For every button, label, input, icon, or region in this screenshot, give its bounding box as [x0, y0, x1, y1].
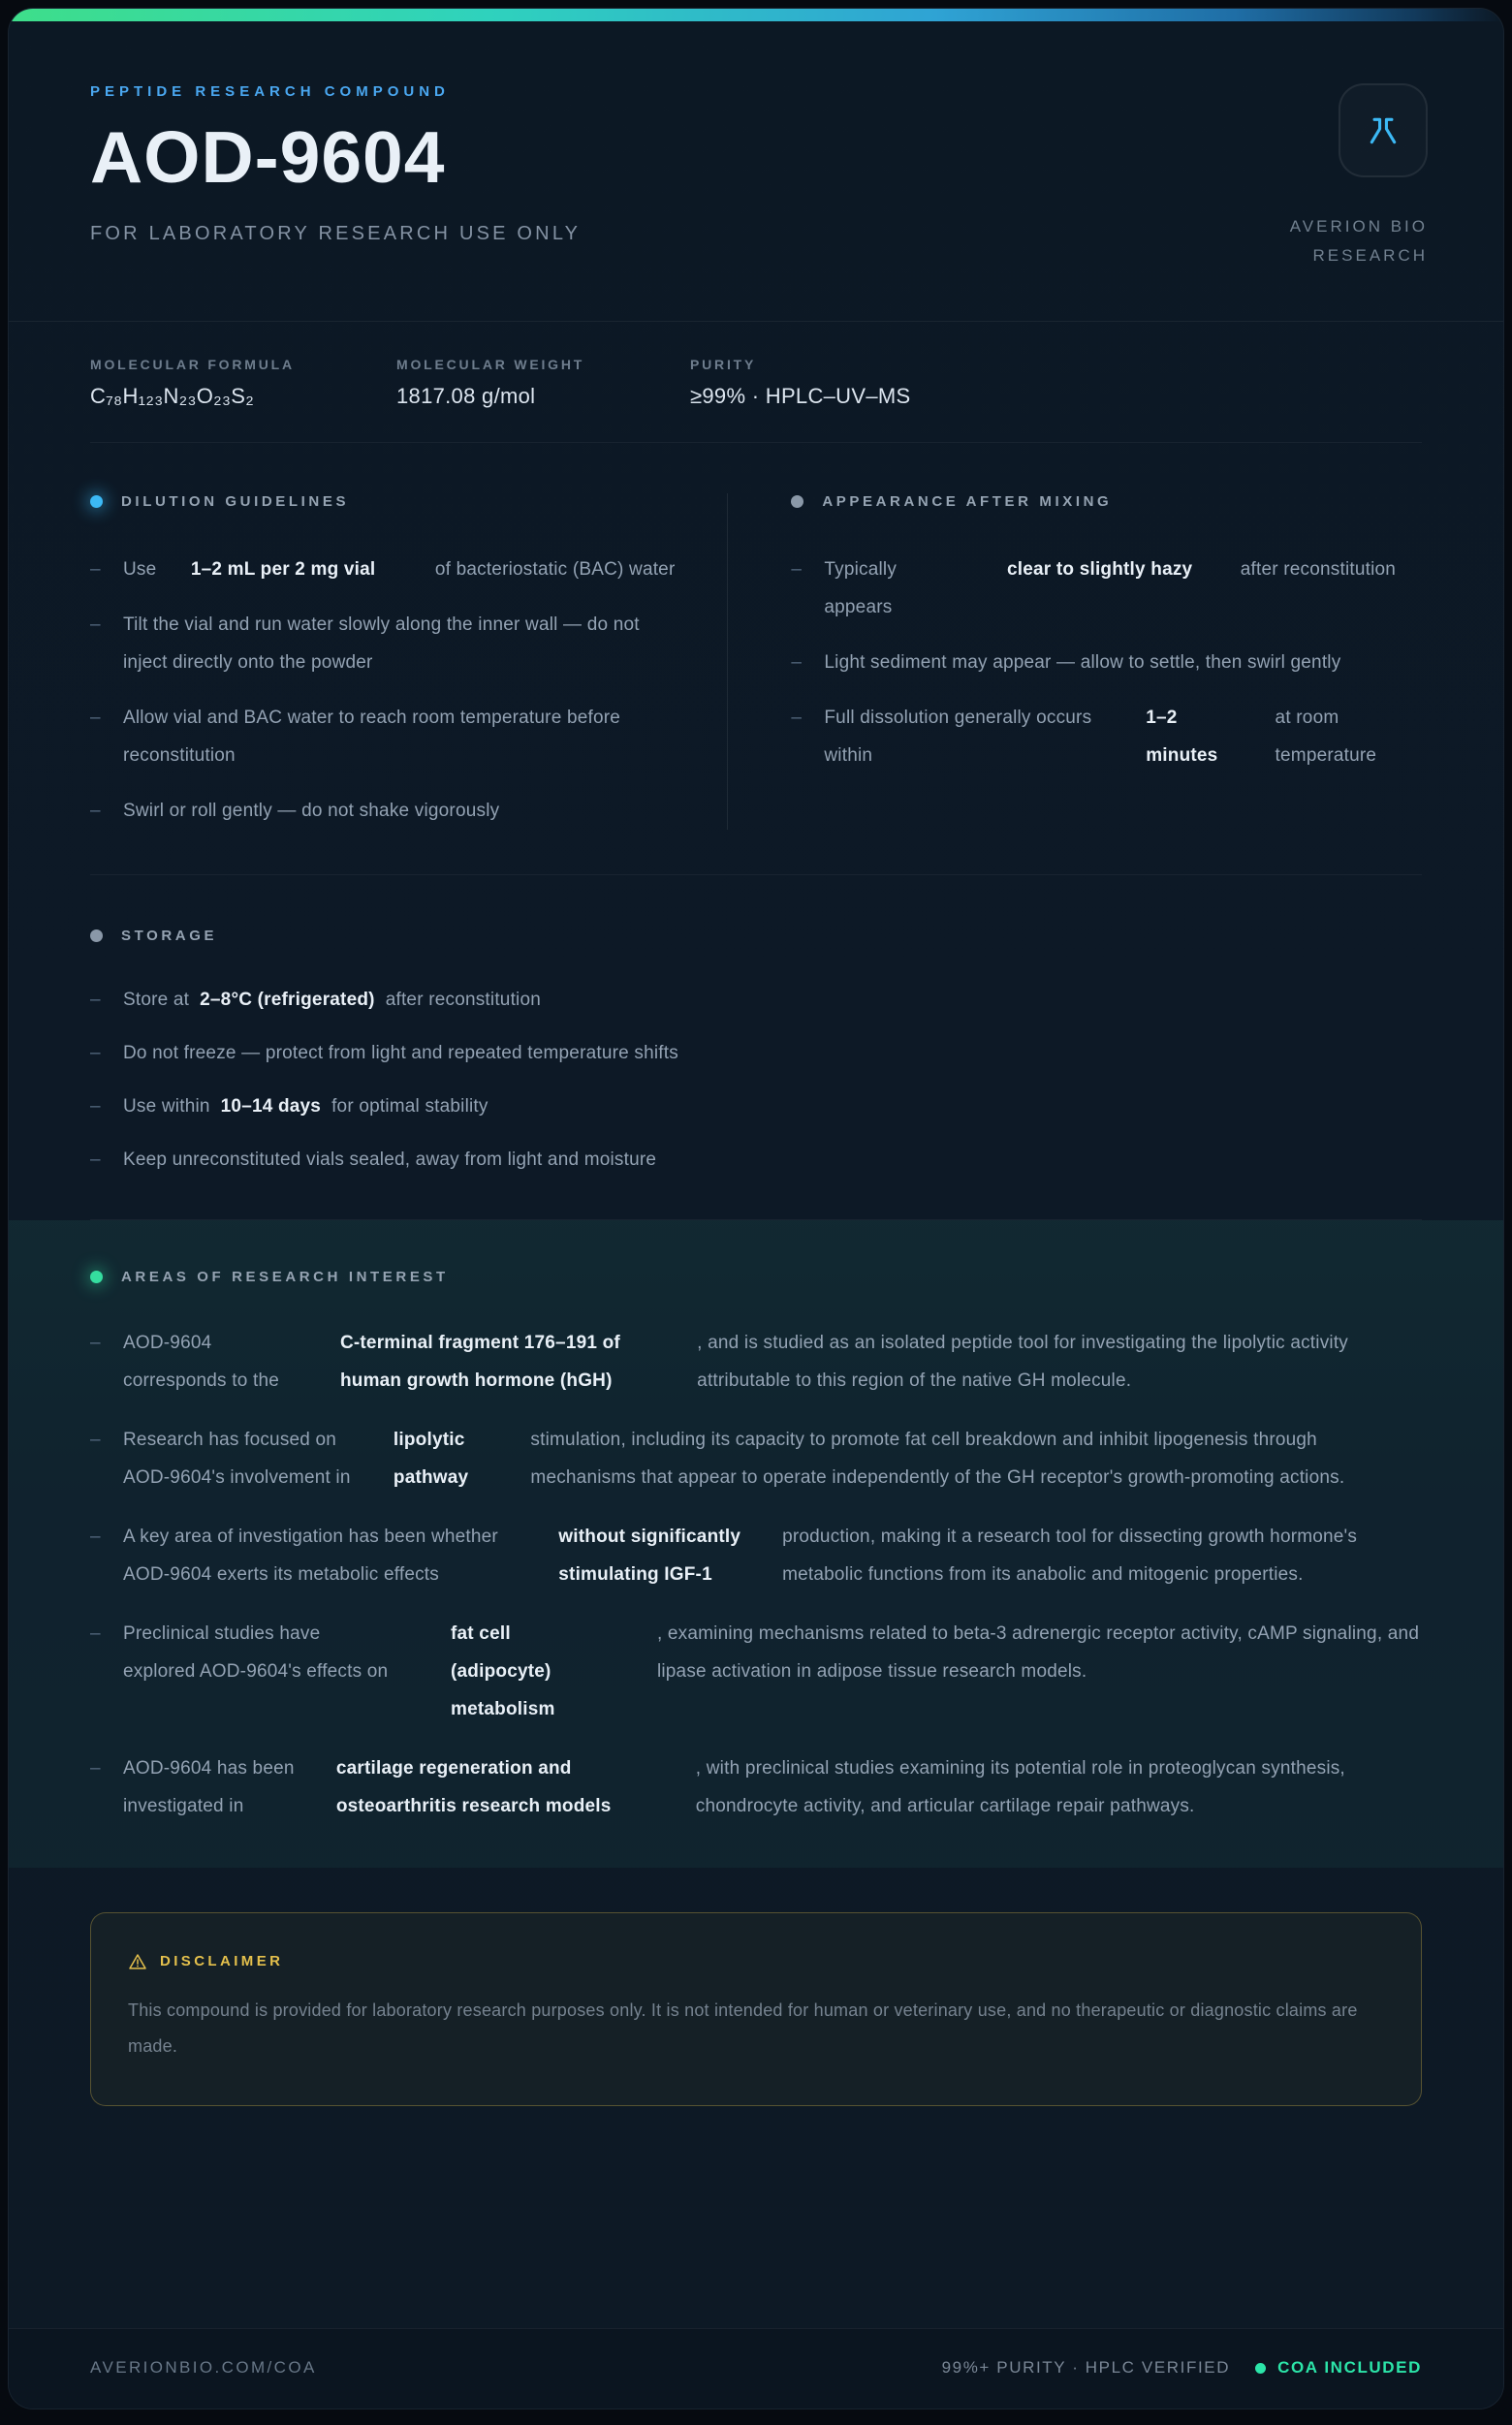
item-text: A key area of investigation has been whether AOD-9604 exerts its metabolic effects: [123, 1526, 498, 1585]
accent-gradient-bar: [9, 9, 1503, 21]
list-item: [90, 1087, 1422, 1125]
item-highlight: clear to slightly hazy: [1007, 558, 1193, 580]
research-list: [90, 1324, 1422, 1825]
bullet-dash: –: [791, 558, 803, 580]
green-dot-icon: [1255, 2363, 1266, 2374]
stat-value: C₇₈H₁₂₃N₂₃O₂₃S₂: [90, 383, 255, 408]
research-use-subtitle: FOR LABORATORY RESEARCH USE ONLY: [90, 222, 582, 244]
item-text: after reconstitution: [1240, 558, 1397, 580]
item-text: Keep unreconstituted vials sealed, away from light and moisture: [123, 1149, 657, 1170]
list-item: [90, 551, 678, 588]
section-storage: [9, 875, 1503, 1219]
item-text: Light sediment may appear — allow to settle, then swirl gently: [824, 651, 1341, 673]
stat-purity: [690, 357, 1422, 409]
list-item: [90, 1034, 1422, 1072]
item-highlight: cartilage regeneration and osteoarthritis research models: [335, 1757, 612, 1816]
item-text: Allow vial and BAC water to reach room temperature before reconstitution: [123, 707, 621, 766]
item-highlight: 1–2 mL per 2 mg vial: [190, 558, 376, 580]
item-highlight: fat cell (adipocyte) metabolism: [451, 1622, 555, 1719]
bullet-dash: –: [791, 707, 803, 728]
gray-dot-icon: [791, 495, 803, 508]
flask-icon: [1362, 109, 1404, 153]
footer-purity-text: 99%+ PURITY · HPLC VERIFIED: [941, 2358, 1231, 2377]
item-text: AOD-9604 has been investigated in: [123, 1757, 295, 1816]
section-dilution: [90, 493, 727, 830]
disclaimer-title: DISCLAIMER: [160, 1953, 284, 1969]
stat-value: ≥99% · HPLC–UV–MS: [690, 383, 911, 408]
brand-line-2: RESEARCH: [1312, 245, 1428, 265]
brand-name: [1290, 212, 1428, 270]
list-item: [791, 699, 1422, 774]
item-text: Use within 10–14 days for optimal stability: [123, 1095, 488, 1117]
footer-right: [942, 2358, 1422, 2378]
stat-value: 1817.08 g/mol: [396, 383, 536, 408]
list-item: [791, 551, 1422, 626]
item-text: Tilt the vial and run water slowly along the inner wall — do not inject directly onto the powder: [123, 614, 640, 673]
item-text: , examining mechanisms related to beta-3 adrenergic receptor activity, cAMP signaling, and lipase activation in adipose tissue research models.: [656, 1622, 1420, 1682]
list-item: [90, 699, 678, 774]
item-text: , and is studied as an isolated peptide tool for investigating the lipolytic activity attributable to this region of the native GH molecule.: [697, 1332, 1348, 1391]
storage-list: [90, 981, 1422, 1179]
list-item: [90, 606, 678, 681]
bullet-dash: –: [791, 651, 803, 673]
list-item: [791, 644, 1422, 681]
bullet-dash: –: [90, 1757, 101, 1779]
stats-row: [9, 321, 1503, 442]
item-text: Use: [123, 558, 157, 580]
item-text: Do not freeze — protect from light and repeated temperature shifts: [123, 1042, 678, 1063]
list-item: [90, 1141, 1422, 1179]
item-text: Typically appears: [824, 558, 898, 617]
item-text: Swirl or roll gently — do not shake vigorously: [123, 800, 500, 821]
bullet-dash: –: [90, 707, 101, 728]
item-highlight: without significantly stimulating IGF-1: [558, 1526, 741, 1585]
item-highlight: 2–8°C (refrigerated): [200, 989, 375, 1010]
dilution-list: [90, 551, 678, 830]
coa-badge-label: COA INCLUDED: [1277, 2358, 1422, 2377]
coa-badge: [1255, 2358, 1422, 2378]
disclaimer-header: [128, 1952, 1384, 1971]
item-highlight: 10–14 days: [220, 1095, 322, 1117]
list-item: [90, 981, 1422, 1019]
section-title: STORAGE: [121, 927, 218, 944]
item-text: , with preclinical studies examining its potential role in proteoglycan synthesis, chondrocyte activity, and articular cartilage repair pathways.: [695, 1757, 1345, 1816]
disclaimer-text: This compound is provided for laboratory research purposes only. It is not intended for human or veterinary use, and no therapeutic or diagnostic claims are made.: [128, 2000, 1358, 2056]
stat-label: MOLECULAR WEIGHT: [396, 356, 585, 372]
gray-dot-icon: [90, 929, 103, 942]
guidelines-section: [9, 443, 1503, 874]
blue-dot-icon: [90, 495, 103, 508]
section-title: APPEARANCE AFTER MIXING: [822, 492, 1113, 510]
section-title: AREAS OF RESEARCH INTEREST: [121, 1268, 449, 1285]
bullet-dash: –: [90, 1526, 101, 1547]
brand-logo: [1339, 83, 1428, 177]
list-item: [90, 1749, 1422, 1825]
storage-header: [90, 928, 1422, 944]
item-text: stimulation, including its capacity to promote fat cell breakdown and inhibit lipogenesis through mechanisms that appear to operate independently of the GH receptor's growth-promoting actions.: [530, 1429, 1345, 1488]
section-research: [9, 1220, 1503, 1868]
item-text: AOD-9604 corresponds to the: [123, 1332, 279, 1391]
bullet-dash: –: [90, 800, 101, 821]
footer-coa-link[interactable]: AVERIONBIO.COM/COA: [90, 2358, 317, 2377]
appearance-list: [791, 551, 1422, 774]
item-text: at room temperature: [1275, 707, 1377, 766]
section-title: DILUTION GUIDELINES: [121, 492, 350, 510]
item-text: Preclinical studies have explored AOD-9604's effects on: [123, 1622, 389, 1682]
bullet-dash: –: [90, 1332, 101, 1353]
list-item: [90, 1324, 1422, 1400]
item-highlight: C-terminal fragment 176–191 of human growth hormone (hGH): [339, 1332, 620, 1391]
disclaimer-box: [90, 1912, 1422, 2106]
stat-molecular-formula: [90, 357, 396, 409]
item-text: Research has focused on AOD-9604's involvement in: [123, 1429, 351, 1488]
list-item: [90, 1421, 1422, 1496]
stat-label: PURITY: [690, 356, 757, 372]
stat-molecular-weight: [396, 357, 690, 409]
list-item: [90, 792, 678, 830]
bullet-dash: –: [90, 989, 101, 1010]
brand-block: [1290, 83, 1428, 270]
item-text: of bacteriostatic (BAC) water: [434, 558, 676, 580]
green-dot-icon: [90, 1271, 103, 1283]
list-item: [90, 1518, 1422, 1593]
footer: [9, 2328, 1503, 2409]
item-text: Store at 2–8°C (refrigerated) after reconstitution: [123, 989, 542, 1010]
item-text: production, making it a research tool for dissecting growth hormone's metabolic functions from its anabolic and mitogenic properties.: [782, 1526, 1358, 1585]
bullet-dash: –: [90, 1429, 101, 1450]
bullet-dash: –: [90, 1095, 101, 1117]
item-text: Full dissolution generally occurs within: [824, 707, 1092, 766]
bullet-dash: –: [90, 1149, 101, 1170]
bullet-dash: –: [90, 558, 101, 580]
compound-card: [8, 8, 1504, 2409]
eyebrow-label: PEPTIDE RESEARCH COMPOUND: [90, 83, 450, 100]
item-highlight: 1–2 minutes: [1146, 707, 1218, 766]
stat-label: MOLECULAR FORMULA: [90, 356, 295, 372]
research-header: [90, 1269, 1422, 1285]
list-item: [90, 1615, 1422, 1728]
bullet-dash: –: [90, 1042, 101, 1063]
warning-triangle-icon: [128, 1952, 147, 1971]
page-title: AOD-9604: [90, 116, 446, 198]
item-highlight: lipolytic pathway: [393, 1429, 469, 1488]
brand-line-1: AVERION BIO: [1289, 217, 1428, 236]
dilution-header: [90, 493, 678, 510]
header: [9, 21, 1503, 321]
bullet-dash: –: [90, 614, 101, 635]
bullet-dash: –: [90, 1622, 101, 1644]
appearance-header: [791, 493, 1422, 510]
section-appearance: [727, 493, 1422, 830]
header-text: [90, 83, 581, 245]
